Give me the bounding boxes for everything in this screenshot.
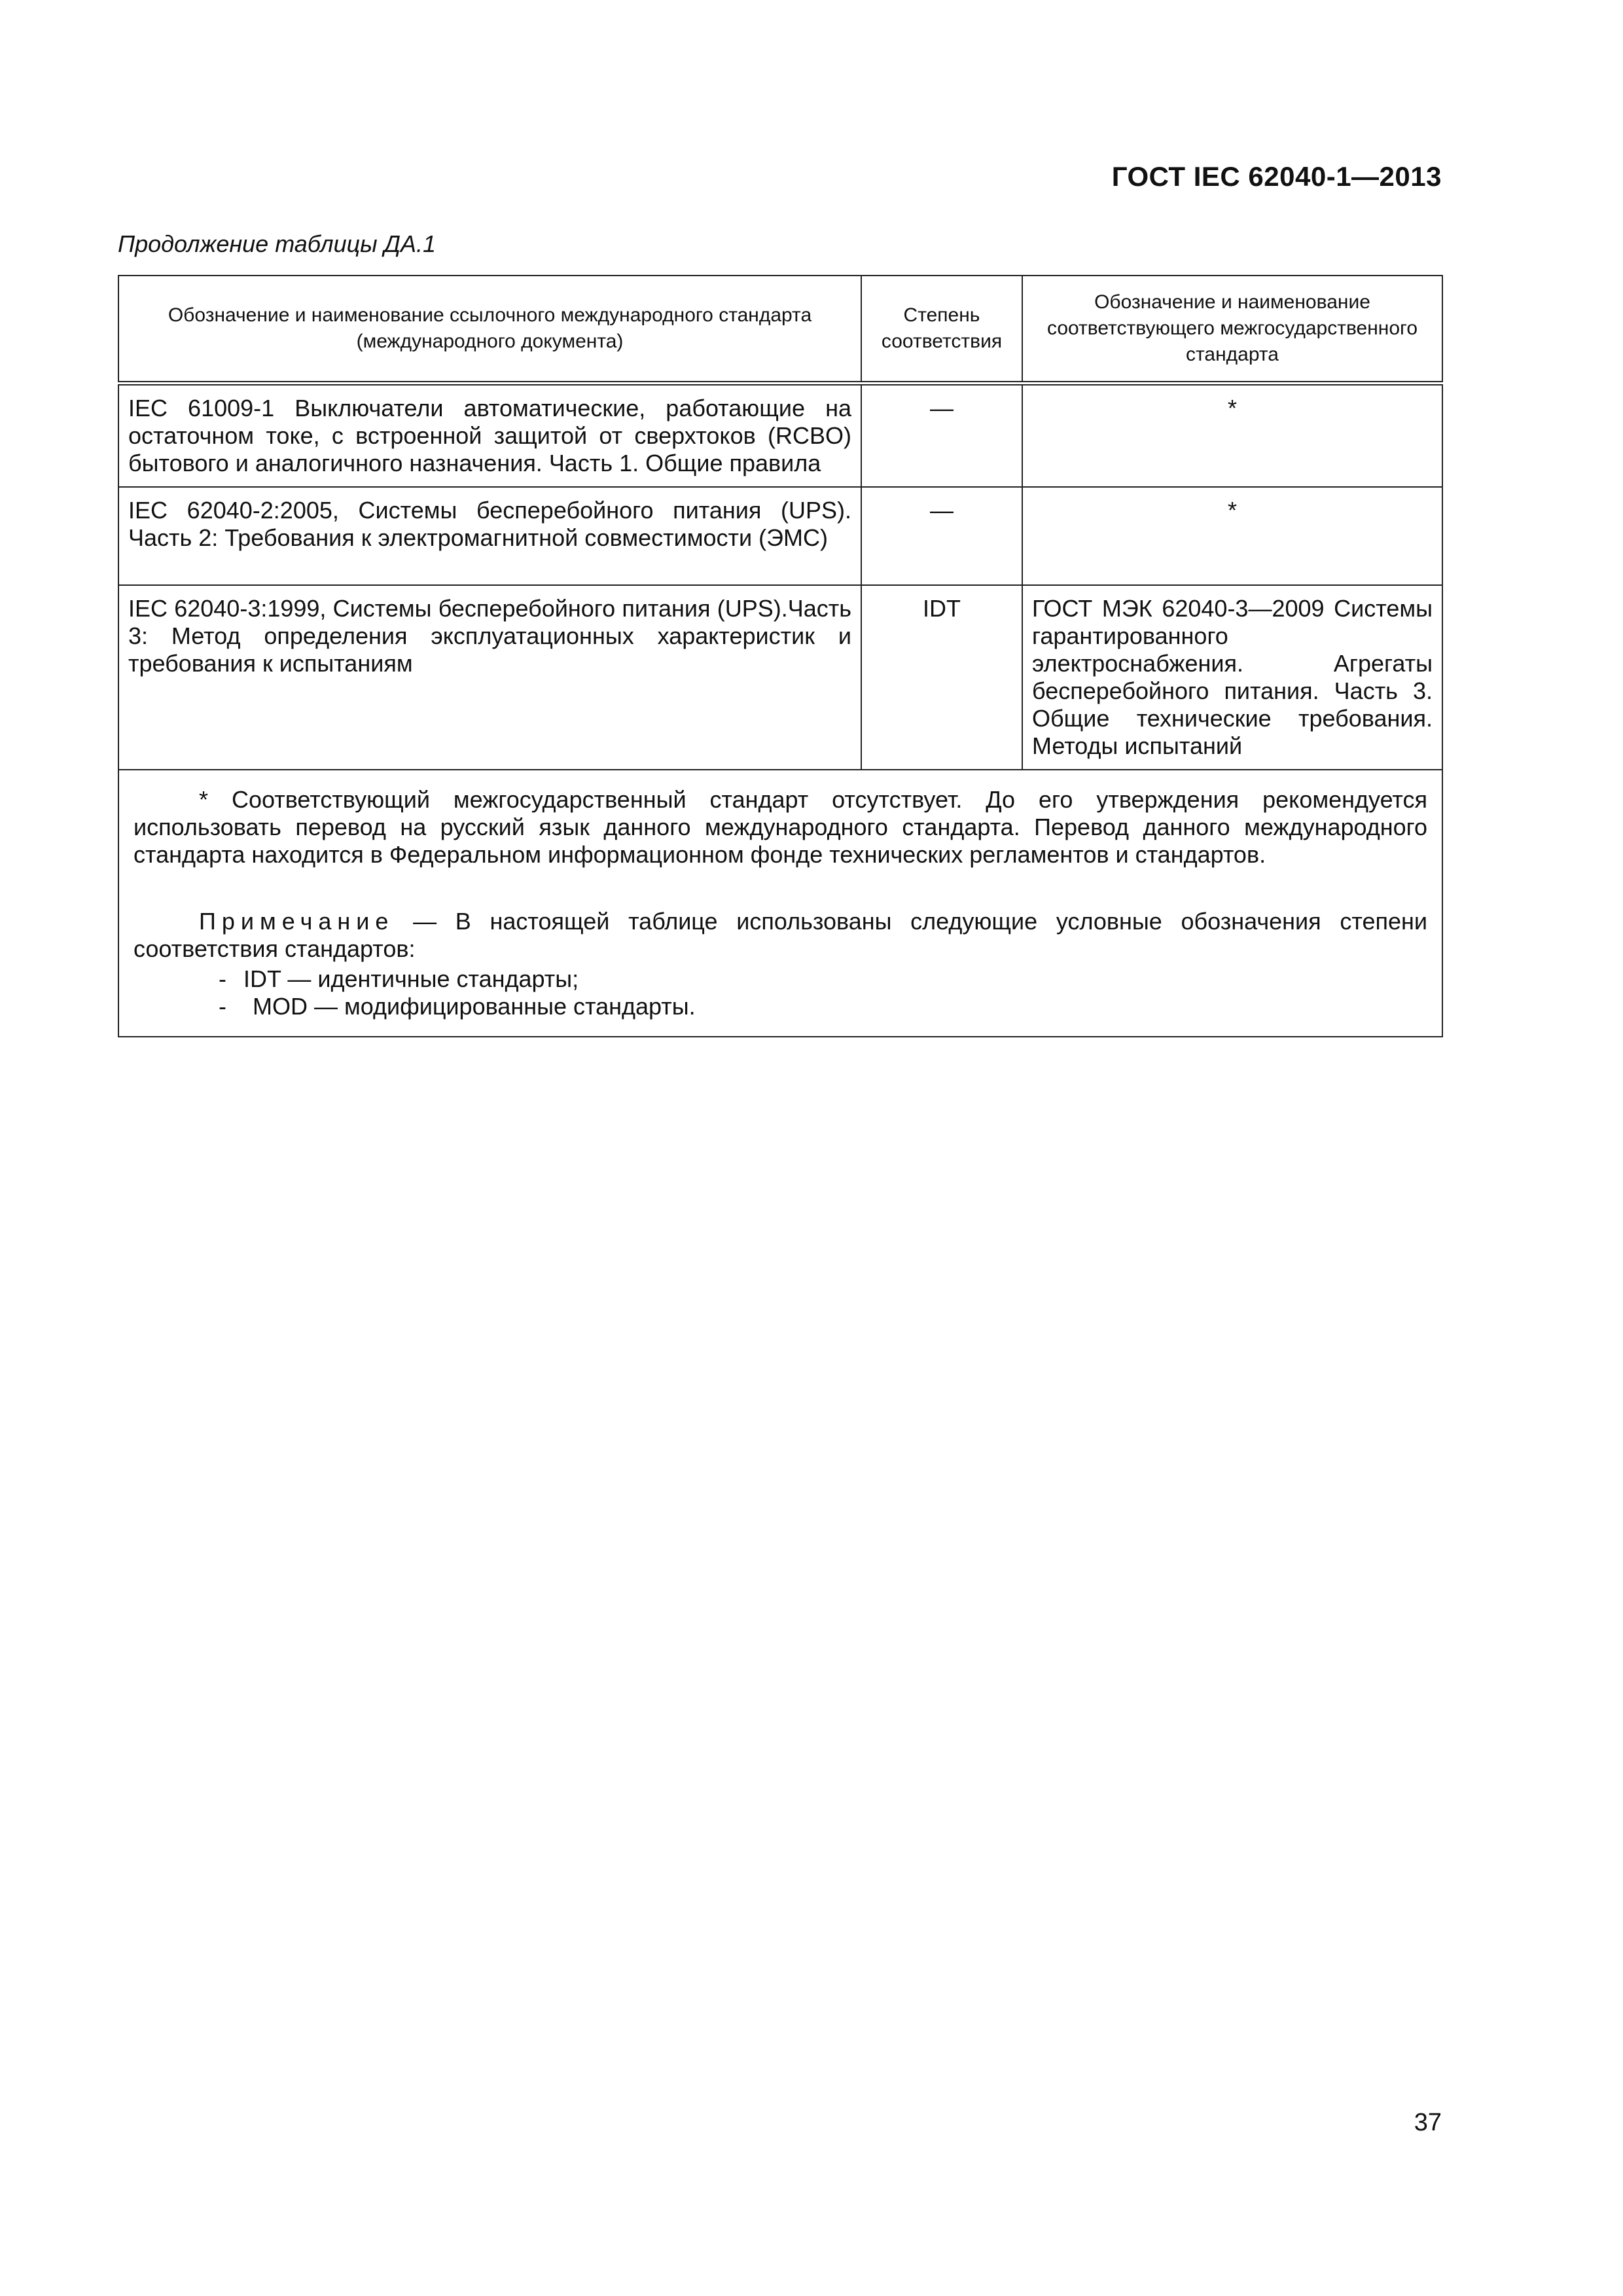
column-header-degree: Степень соответствия: [861, 276, 1022, 384]
table-header-row: [118, 276, 1442, 384]
interstate-standard-cell: ГОСТ МЭК 62040-3—2009 Системы гарантированного электроснабжения. Агрегаты бесперебойного питания. Часть 3. Общие технические требования. Методы испытаний: [1022, 585, 1442, 770]
note-label: Примечание: [199, 908, 395, 935]
list-item-text: IDT — идентичные стандарты;: [243, 965, 579, 992]
table-row: [118, 487, 1442, 585]
document-code: ГОСТ IEC 62040-1—2013: [1111, 161, 1442, 192]
page-number: 37: [1414, 2109, 1442, 2136]
standards-table: [118, 275, 1443, 1037]
degree-cell: —: [861, 384, 1022, 488]
list-dash: -: [219, 965, 226, 992]
list-item-text: MOD — модифицированные стандарты.: [253, 993, 696, 1020]
interstate-standard-cell: *: [1022, 384, 1442, 488]
footnote-text: * Соответствующий межгосударственный стандарт отсутствует. До его утверждения рекомендуется использовать перевод на русский язык данного международного стандарта. Перевод данного международного стандарта находится в Федеральном информационном фонде технических регламентов и стандартов.: [134, 786, 1427, 868]
table-notes-row: [118, 770, 1442, 1037]
table-row: [118, 384, 1442, 488]
note-paragraph: [134, 908, 1427, 963]
interstate-standard-cell: *: [1022, 487, 1442, 585]
table-row: [118, 585, 1442, 770]
degree-cell: —: [861, 487, 1022, 585]
column-header-international-standard: Обозначение и наименование ссылочного международного стандарта (международного документа): [118, 276, 861, 384]
list-dash: -: [219, 993, 226, 1020]
table-caption: Продолжение таблицы ДА.1: [118, 230, 437, 257]
note-list: [134, 965, 1427, 1020]
international-standard-cell: IEC 61009-1 Выключатели автоматические, работающие на остаточном токе, с встроенной защитой от сверхтоков (RCBO) бытового и аналогичного назначения. Часть 1. Общие правила: [118, 384, 861, 488]
note-text: — В настоящей таблице использованы следующие условные обозначения степени соответствия стандартов:: [134, 908, 1427, 962]
international-standard-cell: IEC 62040-2:2005, Системы бесперебойного питания (UPS). Часть 2: Требования к электромагнитной совместимости (ЭМС): [118, 487, 861, 585]
international-standard-cell: IEC 62040-3:1999, Системы бесперебойного питания (UPS).Часть 3: Метод определения эксплуатационных характеристик и требования к испытаниям: [118, 585, 861, 770]
degree-cell: IDT: [861, 585, 1022, 770]
column-header-interstate-standard: Обозначение и наименование соответствующего межгосударственного стандарта: [1022, 276, 1442, 384]
list-item: [134, 993, 1427, 1020]
table-notes-cell: [118, 770, 1442, 1037]
list-item: [134, 965, 1427, 993]
